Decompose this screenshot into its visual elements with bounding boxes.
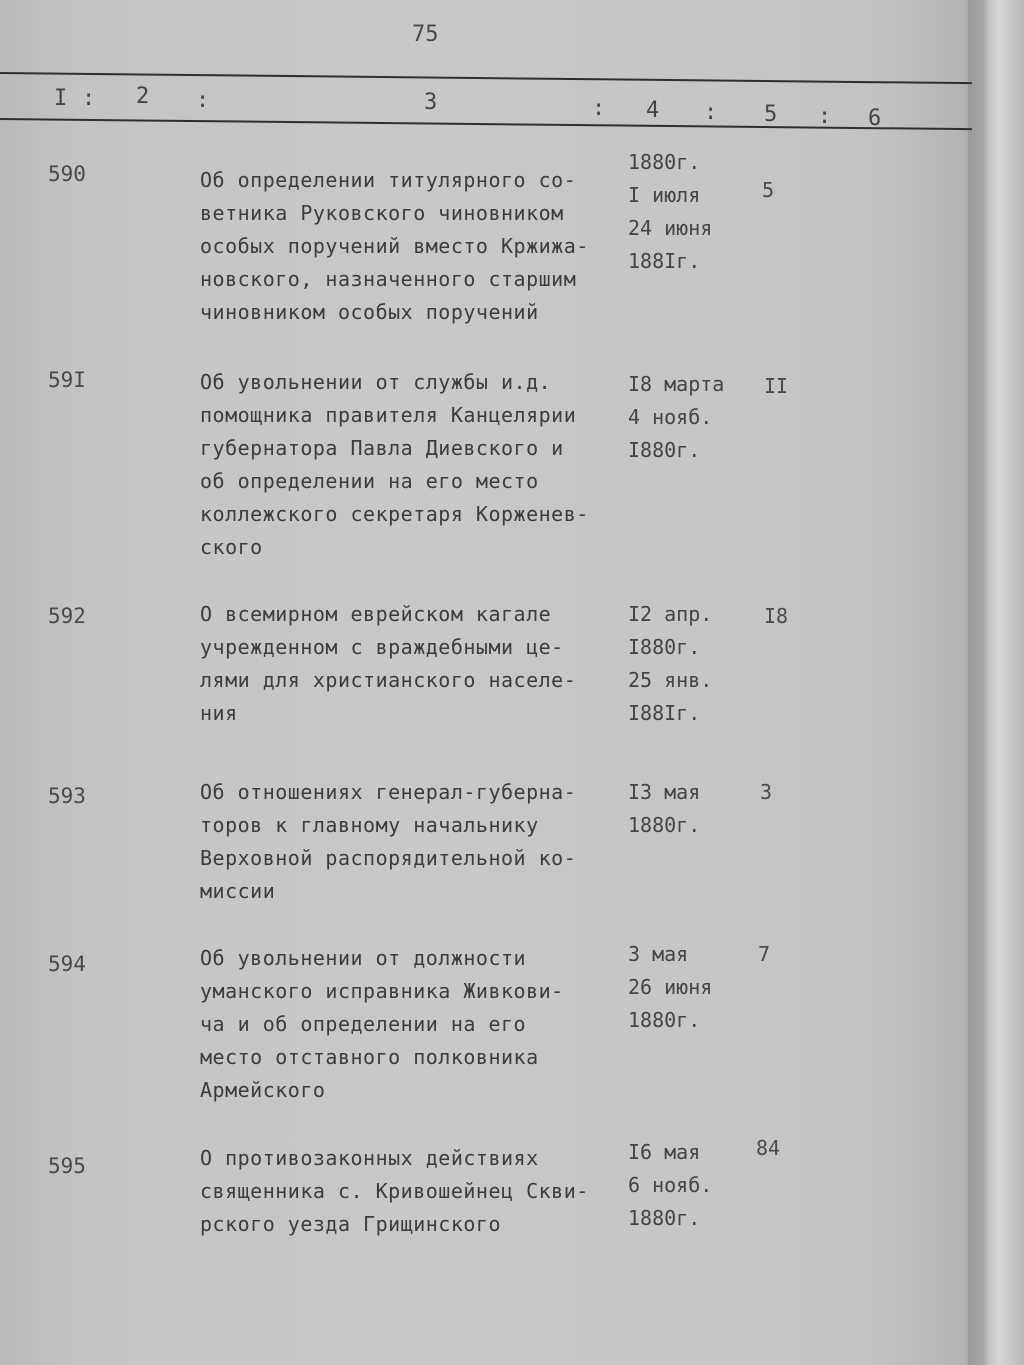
entry-dates: 3 мая 26 июня 1880г. <box>628 942 713 1032</box>
column-separator: : <box>818 104 832 129</box>
column-header-5: 5 <box>764 102 778 127</box>
entry-title: Об определении титулярного со- ветника Руковского чиновником особых поручений вместо Кржижа- новского, назначенного старшим чиновником особых поручений <box>200 168 589 324</box>
column-header-4: 4 <box>646 98 660 123</box>
entry-dates: I8 марта 4 нояб. I880г. <box>628 372 725 462</box>
header-rule-top <box>0 72 972 84</box>
entry-sheet-count: 7 <box>758 942 771 966</box>
entry-title: Об увольнении от службы и.д. помощника правителя Канцелярии губернатора Павла Диевского и об определении на его место коллежского секретаря Корженев- ского <box>200 370 589 559</box>
entry-number: 59I <box>48 368 86 392</box>
column-separator: : <box>592 96 606 121</box>
entry-number: 593 <box>48 784 86 808</box>
entry-dates: I2 апр. I880г. 25 янв. I88Iг. <box>628 602 713 725</box>
column-header-3: 3 <box>424 90 438 115</box>
entry-number: 595 <box>48 1154 86 1178</box>
column-separator: : <box>196 88 210 113</box>
entry-number: 594 <box>48 952 86 976</box>
column-header-6: 6 <box>868 106 882 131</box>
entry-sheet-count: 84 <box>756 1136 781 1160</box>
entry-dates: 1880г. I июля 24 июня 188Iг. <box>628 150 713 273</box>
entry-number: 592 <box>48 604 86 628</box>
column-separator: : <box>704 100 718 125</box>
column-header-2: 2 <box>136 84 150 109</box>
entry-title: О всемирном еврейском кагале учрежденном с враждебными це- лями для христианского населе- ния <box>200 602 577 725</box>
entry-sheet-count: II <box>764 374 789 398</box>
entry-title: Об увольнении от должности уманского исправника Живкови- ча и об определении на его место отставного полковника Армейского <box>200 946 564 1102</box>
entry-sheet-count: 3 <box>760 780 773 804</box>
entry-sheet-count: I8 <box>764 604 789 628</box>
page-number: 75 <box>412 22 439 47</box>
entry-dates: I6 мая 6 нояб. 1880г. <box>628 1140 713 1230</box>
entry-sheet-count: 5 <box>762 178 775 202</box>
column-header-1: I <box>54 86 68 111</box>
column-separator: : <box>82 86 96 111</box>
page-edge <box>968 0 1024 1365</box>
entry-title: Об отношениях генерал-губерна- торов к главному начальнику Верховной распорядительной ко- миссии <box>200 780 577 903</box>
entry-number: 590 <box>48 162 86 186</box>
entry-dates: I3 мая 1880г. <box>628 780 701 837</box>
entry-title: О противозаконных действиях священника с. Кривошейнец Скви- рского уезда Грищинского <box>200 1146 589 1236</box>
